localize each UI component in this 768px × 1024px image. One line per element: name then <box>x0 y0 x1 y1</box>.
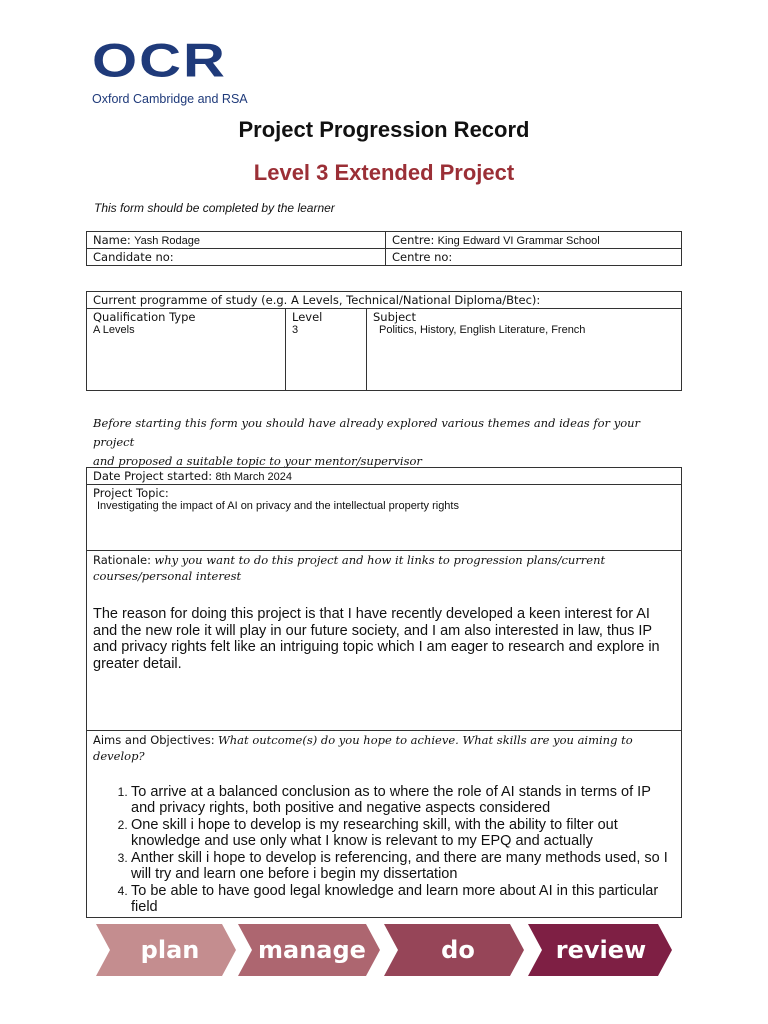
logo-wordmark: OCR <box>92 33 227 88</box>
name-value: Yash Rodage <box>134 235 201 247</box>
aim-item: 4. To be able to have good legal knowledge and learn more about AI in this particular field <box>131 883 675 904</box>
programme-heading-cell <box>87 292 682 309</box>
programme-heading: Current programme of study (e.g. A Levels, Technical/National Diploma/Btec): <box>93 293 541 307</box>
level-cell[interactable] <box>286 309 367 391</box>
page-title: Project Progression Record <box>238 117 530 142</box>
topic-value: Investigating the impact of AI on privacy and the intellectual property rights <box>97 500 459 512</box>
stage-label-do: do <box>441 936 475 964</box>
date-started-label: Date Project started: <box>93 469 213 483</box>
project-table <box>86 467 682 918</box>
qualification-label: Qualification Type <box>93 310 196 324</box>
date-started-cell[interactable] <box>87 468 682 485</box>
ocr-logo <box>92 33 248 106</box>
pre-form-note-line2: and proposed a suitable topic to your mentor/supervisor <box>93 454 422 468</box>
candidate-no-cell[interactable] <box>87 249 386 266</box>
centre-value: King Edward VI Grammar School <box>437 235 600 247</box>
level-value: 3 <box>292 324 299 336</box>
stage-label-manage: manage <box>258 936 366 964</box>
rationale-prompt: why you want to do this project and how it links to progression plans/current courses/personal interest <box>93 553 606 583</box>
qualification-value: A Levels <box>93 324 135 336</box>
candidate-no-label: Candidate no: <box>93 250 174 264</box>
topic-cell[interactable] <box>87 485 682 551</box>
date-started-value: 8th March 2024 <box>215 471 292 483</box>
page-subtitle: Level 3 Extended Project <box>253 160 515 185</box>
centre-no-label: Centre no: <box>392 250 453 264</box>
aims-prompt: What outcome(s) do you hope to achieve. What skills are you aiming to develop? <box>93 733 633 763</box>
aim-item: 3. Anther skill i hope to develop is referencing, and there are many methods used, so I will try and learn one before i begin my dissertation <box>131 850 675 871</box>
pre-form-note-line1: Before starting this form you should have already explored various themes and ideas for your project <box>93 416 641 449</box>
logo-tagline: Oxford Cambridge and RSA <box>92 92 248 106</box>
centre-cell[interactable] <box>386 232 682 249</box>
subject-cell[interactable] <box>367 309 682 391</box>
name-cell[interactable] <box>87 232 386 249</box>
pre-form-note <box>93 414 683 471</box>
stage-label-review: review <box>555 936 647 964</box>
form-instruction: This form should be completed by the learner <box>94 201 335 215</box>
candidate-table <box>86 231 682 266</box>
stage-arrows <box>96 924 672 976</box>
rationale-label: Rationale: <box>93 553 152 567</box>
qualification-cell[interactable] <box>87 309 286 391</box>
programme-table <box>86 291 682 391</box>
aim-item: 2. One skill i hope to develop is my researching skill, with the ability to filter out knowledge and use only what I know is relevant to my EPQ and actually <box>131 817 675 838</box>
aims-label: Aims and Objectives: <box>93 733 215 747</box>
aim-item: 1. To arrive at a balanced conclusion as to where the role of AI stands in terms of IP and privacy rights, both positive and negative aspects considered <box>131 784 675 805</box>
stage-label-plan: plan <box>140 936 200 964</box>
rationale-text: The reason for doing this project is that I have recently developed a keen interest for AI and the new role it will play in our future society, and I am also interested in law, thus IP and privacy rights felt like an intriguing topic which I am eager to research and explore in greater detail. <box>93 606 660 672</box>
subject-value: Politics, History, English Literature, French <box>379 324 586 336</box>
centre-label: Centre: <box>392 233 435 247</box>
name-label: Name: <box>93 233 131 247</box>
rationale-cell[interactable] <box>87 551 682 731</box>
centre-no-cell[interactable] <box>386 249 682 266</box>
subject-label: Subject <box>373 310 416 324</box>
level-label: Level <box>292 310 323 324</box>
aims-list <box>93 784 675 915</box>
aims-cell[interactable] <box>87 731 682 918</box>
topic-label: Project Topic: <box>93 486 169 500</box>
